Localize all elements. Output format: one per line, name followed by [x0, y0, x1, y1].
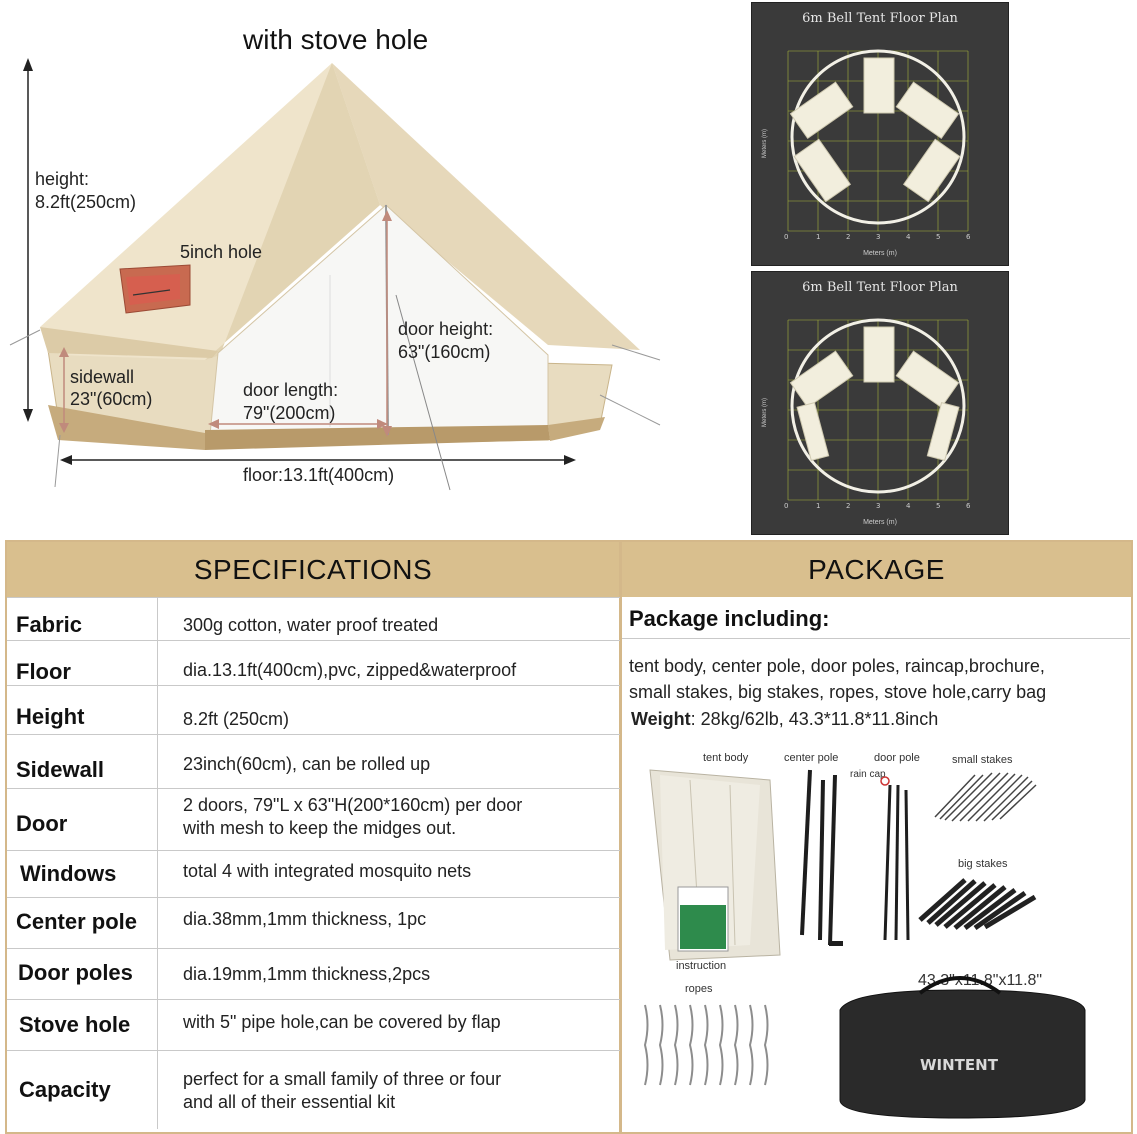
instruction-icon [678, 887, 728, 951]
spec-value: dia.19mm,1mm thickness,2pcs [183, 964, 431, 984]
svg-text:2: 2 [846, 233, 851, 241]
spec-value-2: and all of their essential kit [183, 1092, 396, 1112]
svg-text:0: 0 [784, 502, 789, 510]
floor-plan-grid-2 [752, 272, 1008, 534]
sidewall-label: sidewall [70, 367, 135, 387]
svg-text:4: 4 [906, 233, 911, 241]
spec-value-2: with mesh to keep the midges out. [183, 818, 457, 838]
spec-row-stove-hole [7, 999, 620, 1051]
spec-value: total 4 with integrated mosquito nets [183, 861, 472, 881]
svg-text:1: 1 [816, 233, 821, 241]
spec-row-capacity [7, 1050, 620, 1129]
spec-key: Sidewall [16, 757, 105, 782]
package-line-2: small stakes, big stakes, ropes, stove hole,carry bag [629, 682, 1047, 702]
item-center-pole-label: center pole [784, 752, 839, 764]
item-ropes-label: ropes [685, 983, 713, 995]
spec-value: 8.2ft (250cm) [183, 709, 290, 729]
item-bag-size-label: 43.3"x11.8"x11.8" [918, 972, 1043, 989]
spec-row-door [7, 788, 620, 851]
floor-label: floor:13.1ft(400cm) [243, 465, 395, 485]
spec-row-floor [7, 640, 620, 686]
svg-text:3: 3 [876, 233, 881, 241]
floor-plan-grid-1 [752, 3, 1008, 265]
floor-plan-y-axis: Meters (m) [762, 398, 768, 427]
spec-row-height [7, 685, 620, 735]
spec-key: Capacity [19, 1077, 111, 1102]
spec-key: Door [16, 811, 68, 836]
sidewall-value: 23"(60cm) [70, 389, 153, 409]
spec-value: 23inch(60cm), can be rolled up [183, 754, 431, 774]
rain-cap-icon [881, 777, 889, 785]
bag-brand-label: WINTENT [920, 1056, 998, 1074]
weight-label: Weight [631, 709, 691, 729]
carry-bag-icon [840, 978, 1085, 1118]
package-title: Package including: [629, 606, 830, 631]
tent-illustration [0, 55, 700, 495]
ropes-icon [645, 1005, 768, 1085]
svg-text:6: 6 [966, 233, 971, 241]
floor-plan-x-axis: Meters (m) [863, 519, 897, 526]
specifications-header: SPECIFICATIONS [7, 542, 619, 597]
svg-text:4: 4 [906, 502, 911, 510]
spec-value: perfect for a small family of three or four [183, 1069, 502, 1089]
small-stakes-icon [935, 773, 1036, 821]
item-small-stakes-label: small stakes [952, 754, 1013, 766]
item-big-stakes-label: big stakes [958, 858, 1008, 870]
spec-key: Height [16, 704, 85, 729]
tent-title: with stove hole [243, 24, 429, 55]
center-pole-icon [802, 770, 835, 945]
spec-value: 2 doors, 79"L x 63"H(200*160cm) per door [183, 795, 523, 815]
spec-value: dia.38mm,1mm thickness, 1pc [183, 909, 427, 929]
door-height-value: 63"(160cm) [398, 342, 491, 362]
package-contents-illustration [630, 765, 1130, 1130]
spec-value: with 5" pipe hole,can be covered by flap [183, 1012, 501, 1032]
package-line-1: tent body, center pole, door poles, raincap,brochure, [629, 656, 1045, 676]
package-weight [631, 706, 938, 732]
spec-value: 300g cotton, water proof treated [183, 615, 439, 635]
floor-plan-1 [751, 2, 1009, 266]
floor-plan-2 [751, 271, 1009, 535]
svg-text:5: 5 [936, 502, 941, 510]
spec-row-center-pole [7, 897, 620, 949]
item-rain-cap-label: rain cap [850, 769, 886, 780]
spec-key: Floor [16, 659, 71, 684]
door-pole-icon [885, 785, 908, 940]
spec-key: Center pole [16, 909, 138, 934]
door-length-label: door length: [243, 380, 339, 400]
svg-text:5: 5 [936, 233, 941, 241]
spec-row-fabric [7, 597, 620, 641]
item-instruction-label: instruction [676, 960, 727, 972]
package-divider [622, 638, 1130, 639]
svg-text:1: 1 [816, 502, 821, 510]
item-tent-body-label: tent body [703, 752, 749, 764]
height-label: height: [35, 169, 90, 189]
floor-plan-title: 6m Bell Tent Floor Plan [802, 11, 958, 26]
spec-value: dia.13.1ft(400cm),pvc, zipped&waterproof [183, 660, 517, 680]
floor-plan-y-axis: Meters (m) [762, 129, 768, 158]
item-door-pole-label: door pole [874, 752, 920, 764]
package-header: PACKAGE [622, 542, 1131, 597]
spec-key: Fabric [16, 612, 83, 637]
door-length-value: 79"(200cm) [243, 403, 336, 423]
spec-key: Door poles [18, 960, 133, 985]
spec-row-windows [7, 850, 620, 898]
door-height-label: door height: [398, 319, 494, 339]
big-stakes-icon [920, 880, 1035, 928]
svg-text:6: 6 [966, 502, 971, 510]
spec-row-sidewall [7, 734, 620, 789]
floor-plan-x-axis: Meters (m) [863, 250, 897, 257]
spec-row-door-poles [7, 948, 620, 1000]
height-value: 8.2ft(250cm) [35, 192, 137, 212]
weight-value: : 28kg/62lb, 43.3*11.8*11.8inch [690, 709, 939, 729]
spec-key: Windows [20, 861, 117, 886]
svg-text:2: 2 [846, 502, 851, 510]
spec-key: Stove hole [19, 1012, 131, 1037]
svg-text:3: 3 [876, 502, 881, 510]
hole-label: 5inch hole [180, 242, 263, 262]
svg-text:0: 0 [784, 233, 789, 241]
floor-plan-title: 6m Bell Tent Floor Plan [802, 280, 958, 295]
